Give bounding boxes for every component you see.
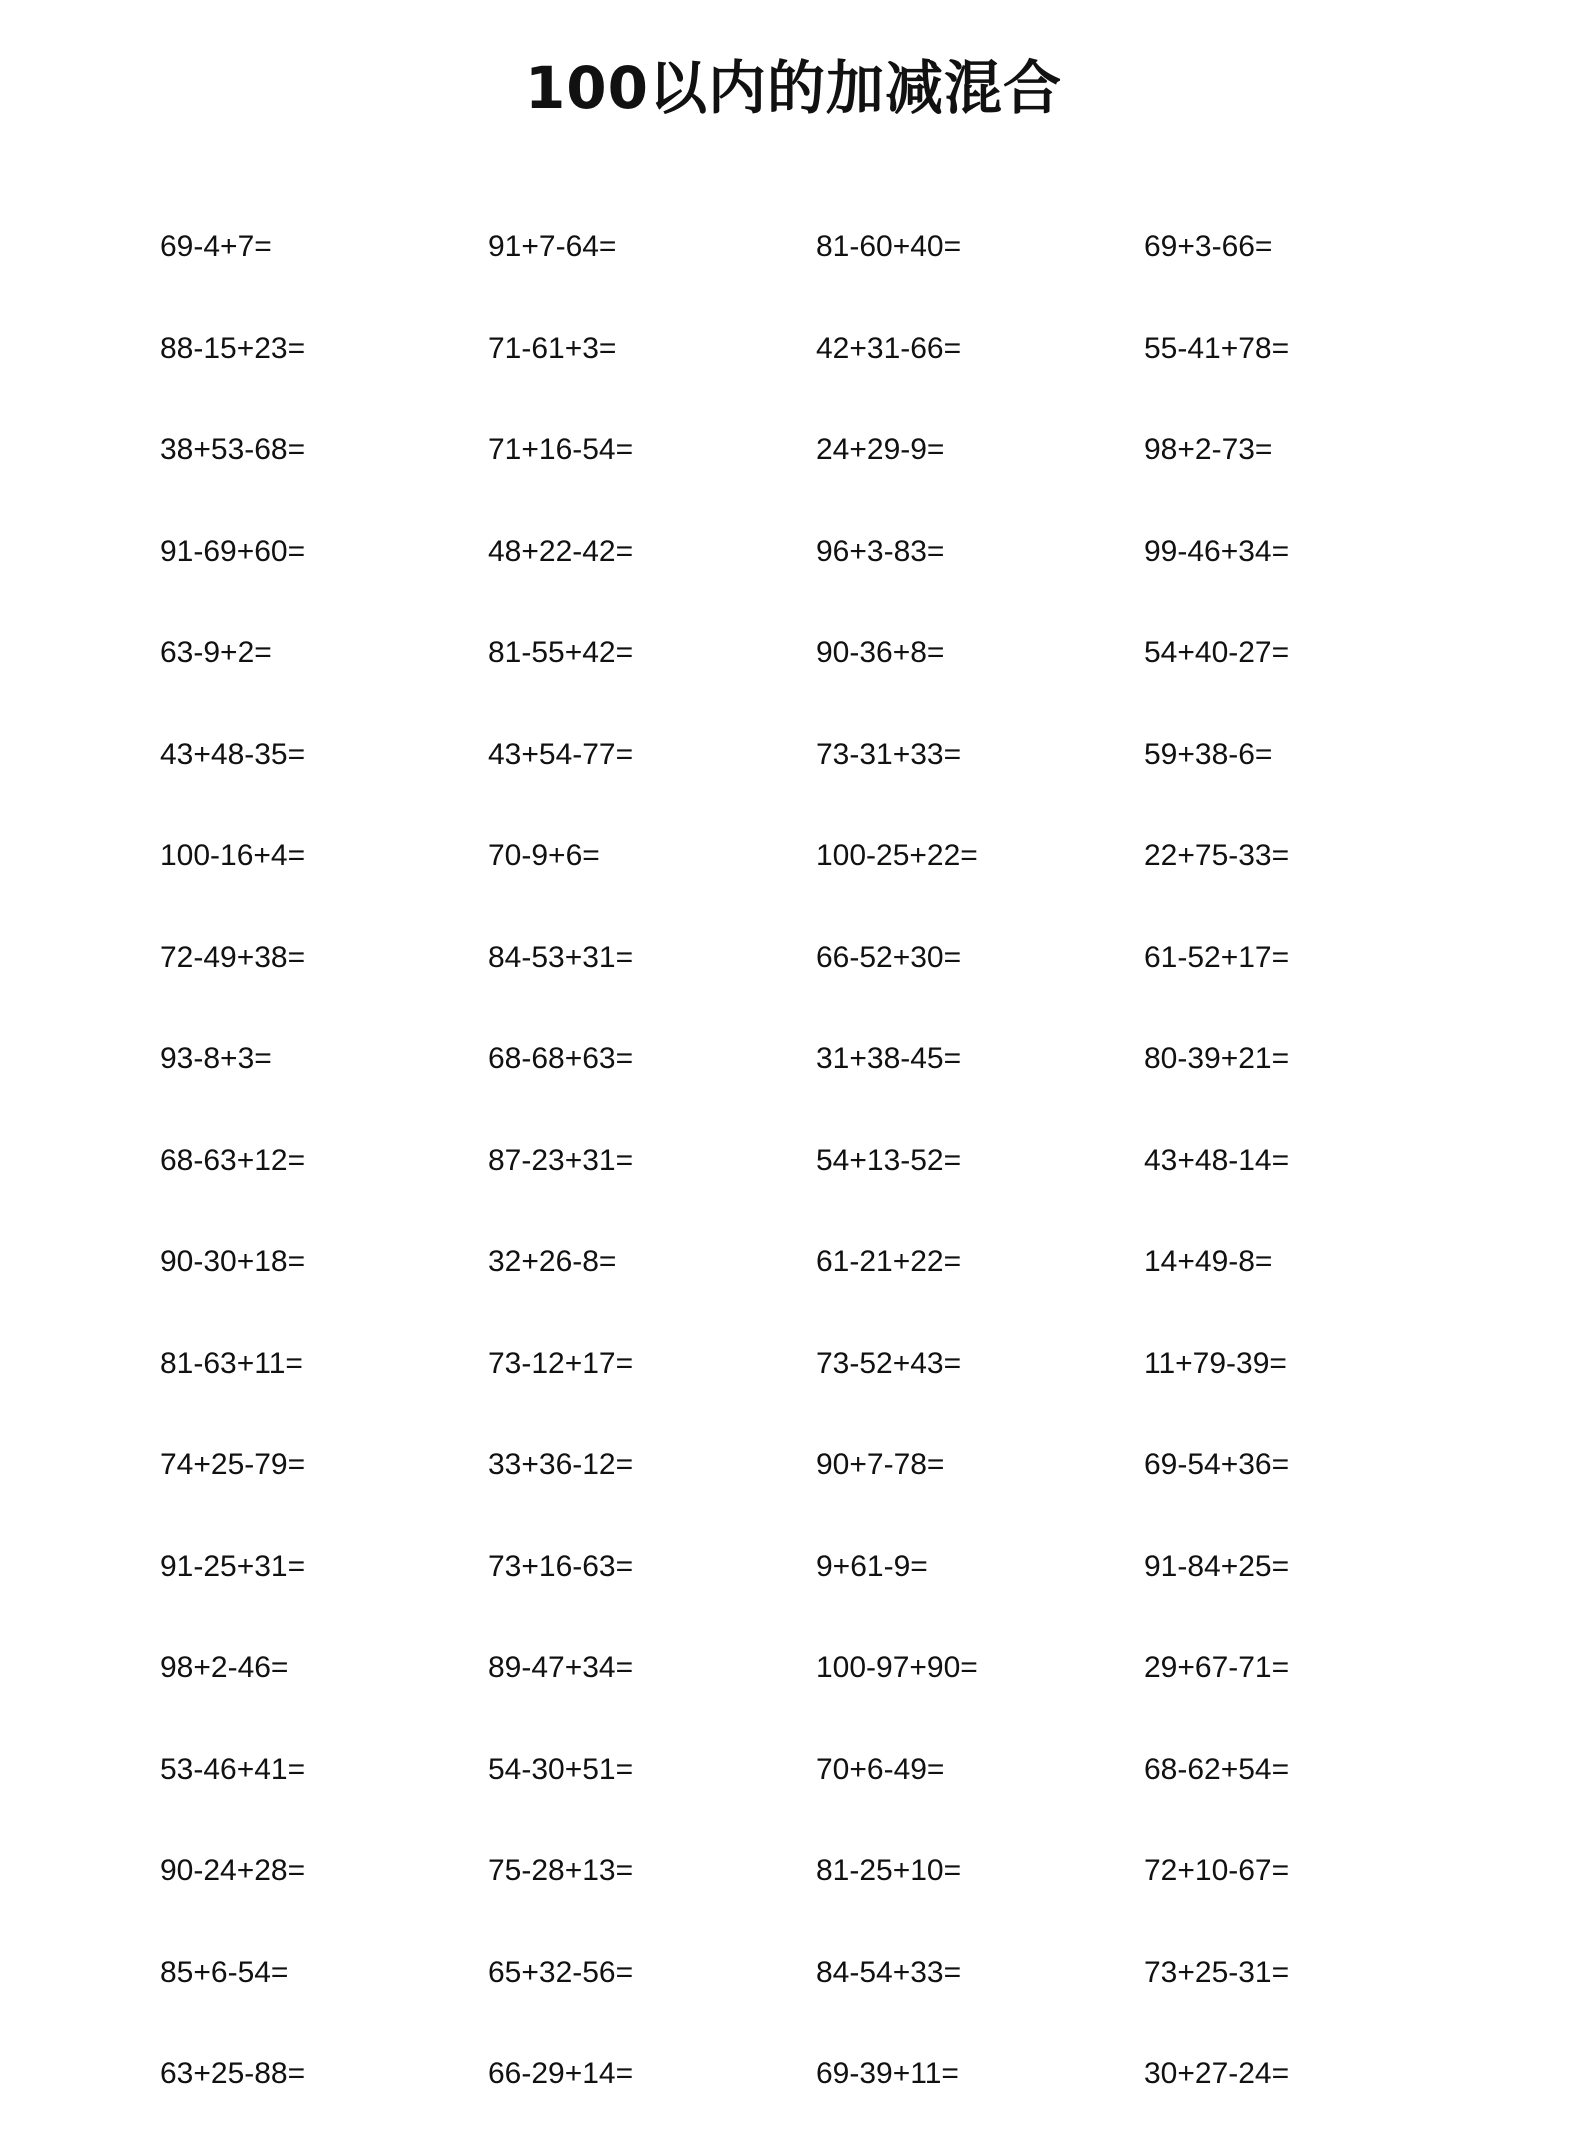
math-problem: 59+38-6= [1144,737,1273,771]
math-problem: 38+53-68= [160,433,306,466]
math-problem: 81-63+11= [160,1346,303,1380]
math-problem: 91-25+31= [160,1549,306,1583]
math-problem: 91-69+60= [160,534,306,568]
math-problem: 14+49-8= [1144,1245,1273,1278]
math-problem: 66-52+30= [816,940,962,974]
math-problem: 73+16-63= [488,1549,634,1583]
math-problem: 70+6-49= [816,1752,945,1786]
math-problem: 66-29+14= [488,2057,634,2090]
math-problem: 74+25-79= [160,1448,306,1481]
math-problem: 48+22-42= [488,534,634,568]
math-problem: 43+54-77= [488,737,634,771]
math-problem: 65+32-56= [488,1955,634,1989]
math-problem: 33+36-12= [488,1448,634,1481]
math-problem: 68-63+12= [160,1143,306,1177]
math-problem: 54-30+51= [488,1752,634,1786]
math-problem: 99-46+34= [1144,534,1290,568]
math-problem: 100-25+22= [816,839,978,872]
math-problem: 90+7-78= [816,1448,945,1481]
math-problem: 100-97+90= [816,1651,978,1684]
math-problem: 72-49+38= [160,940,306,974]
math-problem: 98+2-46= [160,1651,289,1684]
math-problem: 69+3-66= [1144,230,1273,263]
math-problem: 54+40-27= [1144,636,1290,669]
math-problem: 69-54+36= [1144,1448,1290,1481]
math-problem: 87-23+31= [488,1143,634,1177]
math-problem: 73-31+33= [816,737,962,771]
math-problem: 11+79-39= [1144,1346,1287,1380]
math-problem: 96+3-83= [816,534,945,568]
math-problem: 61-21+22= [816,1245,962,1278]
math-problem: 70-9+6= [488,839,600,872]
math-problem: 30+27-24= [1144,2057,1290,2090]
math-problem: 53-46+41= [160,1752,306,1786]
math-problem: 9+61-9= [816,1549,928,1583]
math-problem: 72+10-67= [1144,1854,1290,1887]
math-problem: 31+38-45= [816,1042,962,1075]
math-problem: 91+7-64= [488,230,617,263]
math-problem: 63-9+2= [160,636,272,669]
math-problem: 68-62+54= [1144,1752,1290,1786]
math-problem: 85+6-54= [160,1955,289,1989]
math-problem: 73+25-31= [1144,1955,1290,1989]
math-problem: 93-8+3= [160,1042,272,1075]
math-problem: 91-84+25= [1144,1549,1290,1583]
math-problem: 69-4+7= [160,230,272,263]
math-problem: 80-39+21= [1144,1042,1290,1075]
problem-grid [160,227,1480,2156]
math-problem: 55-41+78= [1144,331,1290,365]
math-problem: 42+31-66= [816,331,962,365]
math-problem: 84-53+31= [488,940,634,974]
math-problem: 69-39+11= [816,2057,959,2090]
math-problem: 90-24+28= [160,1854,306,1887]
math-problem: 63+25-88= [160,2057,306,2090]
math-problem: 71-61+3= [488,331,617,365]
math-problem: 81-25+10= [816,1854,962,1887]
page-title: 100以内的加减混合 [524,54,1063,122]
math-problem: 54+13-52= [816,1143,962,1177]
math-problem: 73-52+43= [816,1346,962,1380]
math-problem: 43+48-14= [1144,1143,1290,1177]
math-problem: 43+48-35= [160,737,306,771]
math-problem: 22+75-33= [1144,839,1290,872]
math-problem: 75-28+13= [488,1854,634,1887]
math-problem: 68-68+63= [488,1042,634,1075]
math-problem: 89-47+34= [488,1651,634,1684]
math-problem: 24+29-9= [816,433,945,466]
math-problem: 84-54+33= [816,1955,962,1989]
math-problem: 73-12+17= [488,1346,634,1380]
math-problem: 71+16-54= [488,433,634,466]
math-problem: 61-52+17= [1144,940,1290,974]
math-problem: 81-55+42= [488,636,634,669]
math-problem: 88-15+23= [160,331,306,365]
math-problem: 100-16+4= [160,839,306,872]
math-problem: 90-36+8= [816,636,945,669]
math-problem: 32+26-8= [488,1245,617,1278]
math-problem: 90-30+18= [160,1245,306,1278]
math-problem: 81-60+40= [816,230,962,263]
math-problem: 98+2-73= [1144,433,1273,466]
math-problem: 29+67-71= [1144,1651,1290,1684]
